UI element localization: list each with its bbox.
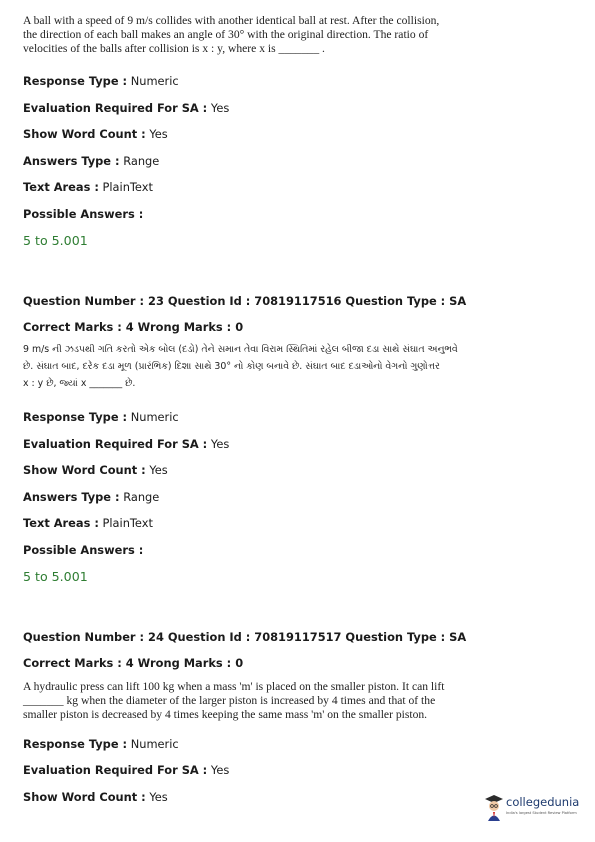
question-line: velocities of the balls after collision is x : y, where x is _______ . [23, 42, 325, 56]
response-type: Response Type : Numeric [23, 74, 179, 88]
text-areas: Text Areas : PlainText [23, 180, 153, 194]
question-line: 9 m/s ની ઝડપથી ગતિ કરતો એક બોલ (દડો) તેને સમાન તેવા વિરામ સ્થિતિમાં રહેલ બીજા દડા સાથે સંઘાત અનુભવે [23, 344, 458, 355]
mascot-icon [484, 794, 504, 822]
question-line: A ball with a speed of 9 m/s collides with another identical ball at rest. After the collision, [23, 14, 440, 27]
question-text [23, 680, 444, 723]
show-word-count: Show Word Count : Yes [23, 790, 168, 804]
answers-type: Answers Type : Range [23, 490, 160, 504]
question-line: A hydraulic press can lift 100 kg when a mass 'm' is placed on the smaller piston. It can lift [23, 680, 445, 693]
text-areas: Text Areas : PlainText [23, 516, 153, 530]
possible-answer: 5 to 5.001 [23, 569, 88, 584]
possible-answer: 5 to 5.001 [23, 233, 88, 248]
question-line: smaller piston is decreased by 4 times keeping the same mass 'm' on the smaller piston. [23, 708, 428, 722]
question-marks: Correct Marks : 4 Wrong Marks : 0 [23, 656, 244, 670]
response-type: Response Type : Numeric [23, 737, 179, 751]
question-line: x : y છે, જ્યાં x _______ છે. [23, 378, 136, 389]
show-word-count: Show Word Count : Yes [23, 127, 168, 141]
question-marks: Correct Marks : 4 Wrong Marks : 0 [23, 320, 244, 334]
question-header: Question Number : 24 Question Id : 70819117517 Question Type : SA [23, 630, 467, 644]
question-text-gujarati [23, 341, 458, 392]
question-text [23, 14, 439, 57]
evaluation-required: Evaluation Required For SA : Yes [23, 763, 230, 777]
possible-answers-label: Possible Answers : [23, 543, 144, 557]
collegedunia-logo[interactable] [484, 794, 584, 824]
question-header: Question Number : 23 Question Id : 70819117516 Question Type : SA [23, 294, 467, 308]
question-line: છે. સંઘાત બાદ, દરેક દડા મૂળ (પ્રારંભિક) દિશા સાથે 30° નો કોણ બનાવે છે. સંઘાત બાદ દડાઓનો વેગનો ગુણોત્તર [23, 361, 440, 372]
logo-name: collegedunia [506, 795, 580, 809]
answers-type: Answers Type : Range [23, 154, 160, 168]
question-line: _______ kg when the diameter of the larger piston is increased by 4 times and that of the [23, 694, 436, 708]
show-word-count: Show Word Count : Yes [23, 463, 168, 477]
possible-answers-label: Possible Answers : [23, 207, 144, 221]
evaluation-required: Evaluation Required For SA : Yes [23, 101, 230, 115]
response-type: Response Type : Numeric [23, 410, 179, 424]
logo-tagline: India's largest Student Review Platform [506, 811, 577, 815]
question-line: the direction of each ball makes an angle of 30° with the original direction. The ratio of [23, 28, 429, 42]
evaluation-required: Evaluation Required For SA : Yes [23, 437, 230, 451]
